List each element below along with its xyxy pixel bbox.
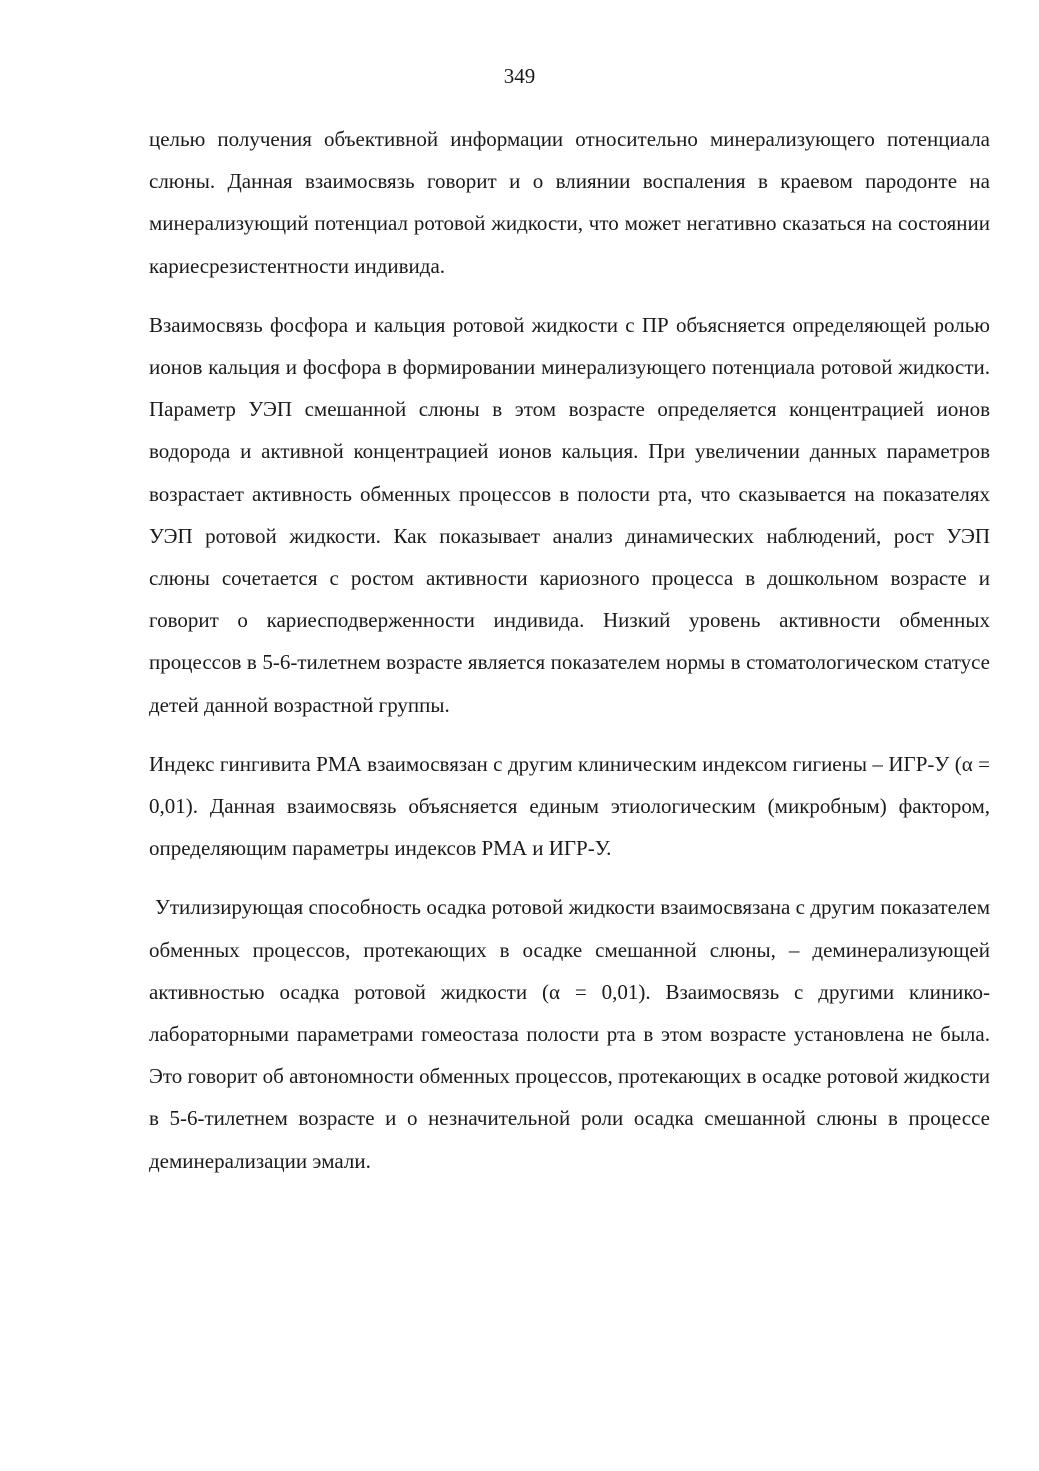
document-body [149,118,990,1182]
paragraph: Индекс гингивита РМА взаимосвязан с другим клиническим индексом гигиены – ИГР-У (α = 0,01). Данная взаимосвязь объясняется единым этиологическим (микробным) фактором, определяющим параметры индексов РМА и ИГР-У. [149,751,990,861]
paragraph: целью получения объективной информации относительно минерализующего потенциала слюны. Данная взаимосвязь говорит и о влиянии воспаления в краевом пародонте на минерализующий потенциал ротовой жидкости, что может негативно сказаться на состоянии кариесрезистентности индивида. [149,127,990,278]
paragraph: Утилизирующая способность осадка ротовой жидкости взаимосвязана с другим показателем обменных процессов, протекающих в осадке смешанной слюны, – деминерализующей активностью осадка ротовой жидкости (α = 0,01). Взаимосвязь с другими клинико-лабораторными параметрами гомеостаза полости рта в этом возрасте установлена не была. Это говорит об автономности обменных процессов, протекающих в осадке ротовой жидкости в 5-6-тилетнем возрасте и о незначительной роли осадка смешанной слюны в процессе деминерализации эмали. [149,895,990,1173]
paragraph: Взаимосвязь фосфора и кальция ротовой жидкости с ПР объясняется определяющей ролью ионов кальция и фосфора в формировании минерализующего потенциала ротовой жидкости. Параметр УЭП смешанной слюны в этом возрасте определяется концентрацией ионов водорода и активной концентрацией ионов кальция. При увеличении данных параметров возрастает активность обменных процессов в полости рта, что сказывается на показателях УЭП ротовой жидкости. Как показывает анализ динамических наблюдений, рост УЭП слюны сочетается с ростом активности кариозного процесса в дошкольном возрасте и говорит о кариесподверженности индивида. Низкий уровень активности обменных процессов в 5-6-тилетнем возрасте является показателем нормы в стоматологическом статусе детей данной возрастной группы. [149,312,990,717]
page-number: 349 [503,64,536,88]
